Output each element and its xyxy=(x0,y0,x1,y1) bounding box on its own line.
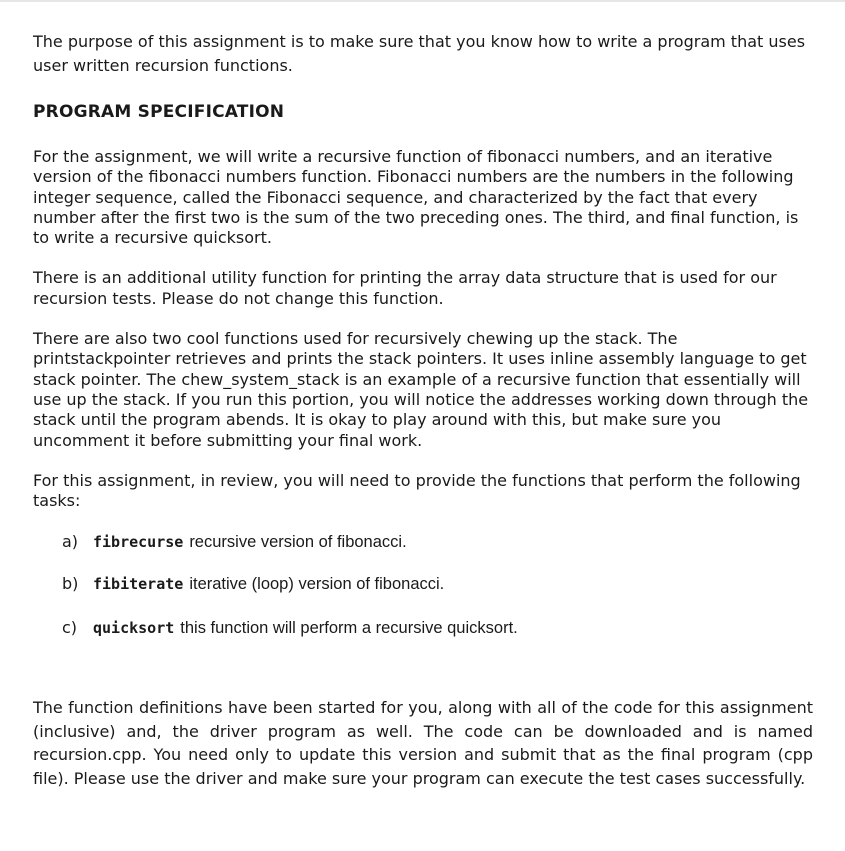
fibonacci-paragraph: For the assignment, we will write a recursive function of fibonacci numbers, and an iterative version of the fibonacci numbers function. Fibonacci numbers are the numbers in the following integer sequence, called the Fibonacci sequence, and characterized by the fact that every number after the first two is the sum of the two preceding ones. The third, and final function, is to write a recursive quicksort. xyxy=(33,147,799,248)
task-function-name: fibrecurse xyxy=(93,533,184,552)
task-description: this function will perform a recursive quicksort. xyxy=(180,619,518,638)
task-item xyxy=(33,573,813,595)
task-list xyxy=(33,531,813,639)
task-function-name: quicksort xyxy=(93,619,175,638)
intro-paragraph: The purpose of this assignment is to make sure that you know how to write a program that uses user written recursion functions. xyxy=(33,32,806,75)
task-function-name: fibiterate xyxy=(93,575,184,594)
document-body xyxy=(33,30,813,790)
tasks-intro-paragraph: For this assignment, in review, you will need to provide the functions that perform the following tasks: xyxy=(33,470,801,511)
task-letter: a) xyxy=(62,532,79,552)
top-divider xyxy=(0,0,845,2)
task-letter: c) xyxy=(62,618,78,638)
stack-paragraph: There are also two cool functions used for recursively chewing up the stack. The printstackpointer retrieves and prints the stack pointers. It uses inline assembly language to get stack pointer. The chew_system_stack is an example of a recursive function that essentially will use up the stack. If you run this portion, you will notice the addresses working down through the stack until the program abends. It is okay to play around with this, but make sure you uncomment it before submitting your final work. xyxy=(33,329,809,450)
task-description: recursive version of fibonacci. xyxy=(189,533,407,552)
driver-paragraph: The function definitions have been started for you, along with all of the code for this assignment (inclusive) and, the driver program as well. The code can be downloaded and is named recursion.cpp. You need only to update this version and submit that as the final program (cpp file). Please use the driver and make sure your program can execute the test cases successfully. xyxy=(33,698,813,788)
section-heading: PROGRAM SPECIFICATION xyxy=(33,102,285,122)
task-letter: b) xyxy=(62,574,79,594)
task-item xyxy=(33,617,813,639)
task-description: iterative (loop) version of fibonacci. xyxy=(189,575,445,594)
task-item xyxy=(33,531,813,553)
utility-paragraph: There is an additional utility function for printing the array data structure that is used for our recursion tests. Please do not change this function. xyxy=(33,268,777,308)
